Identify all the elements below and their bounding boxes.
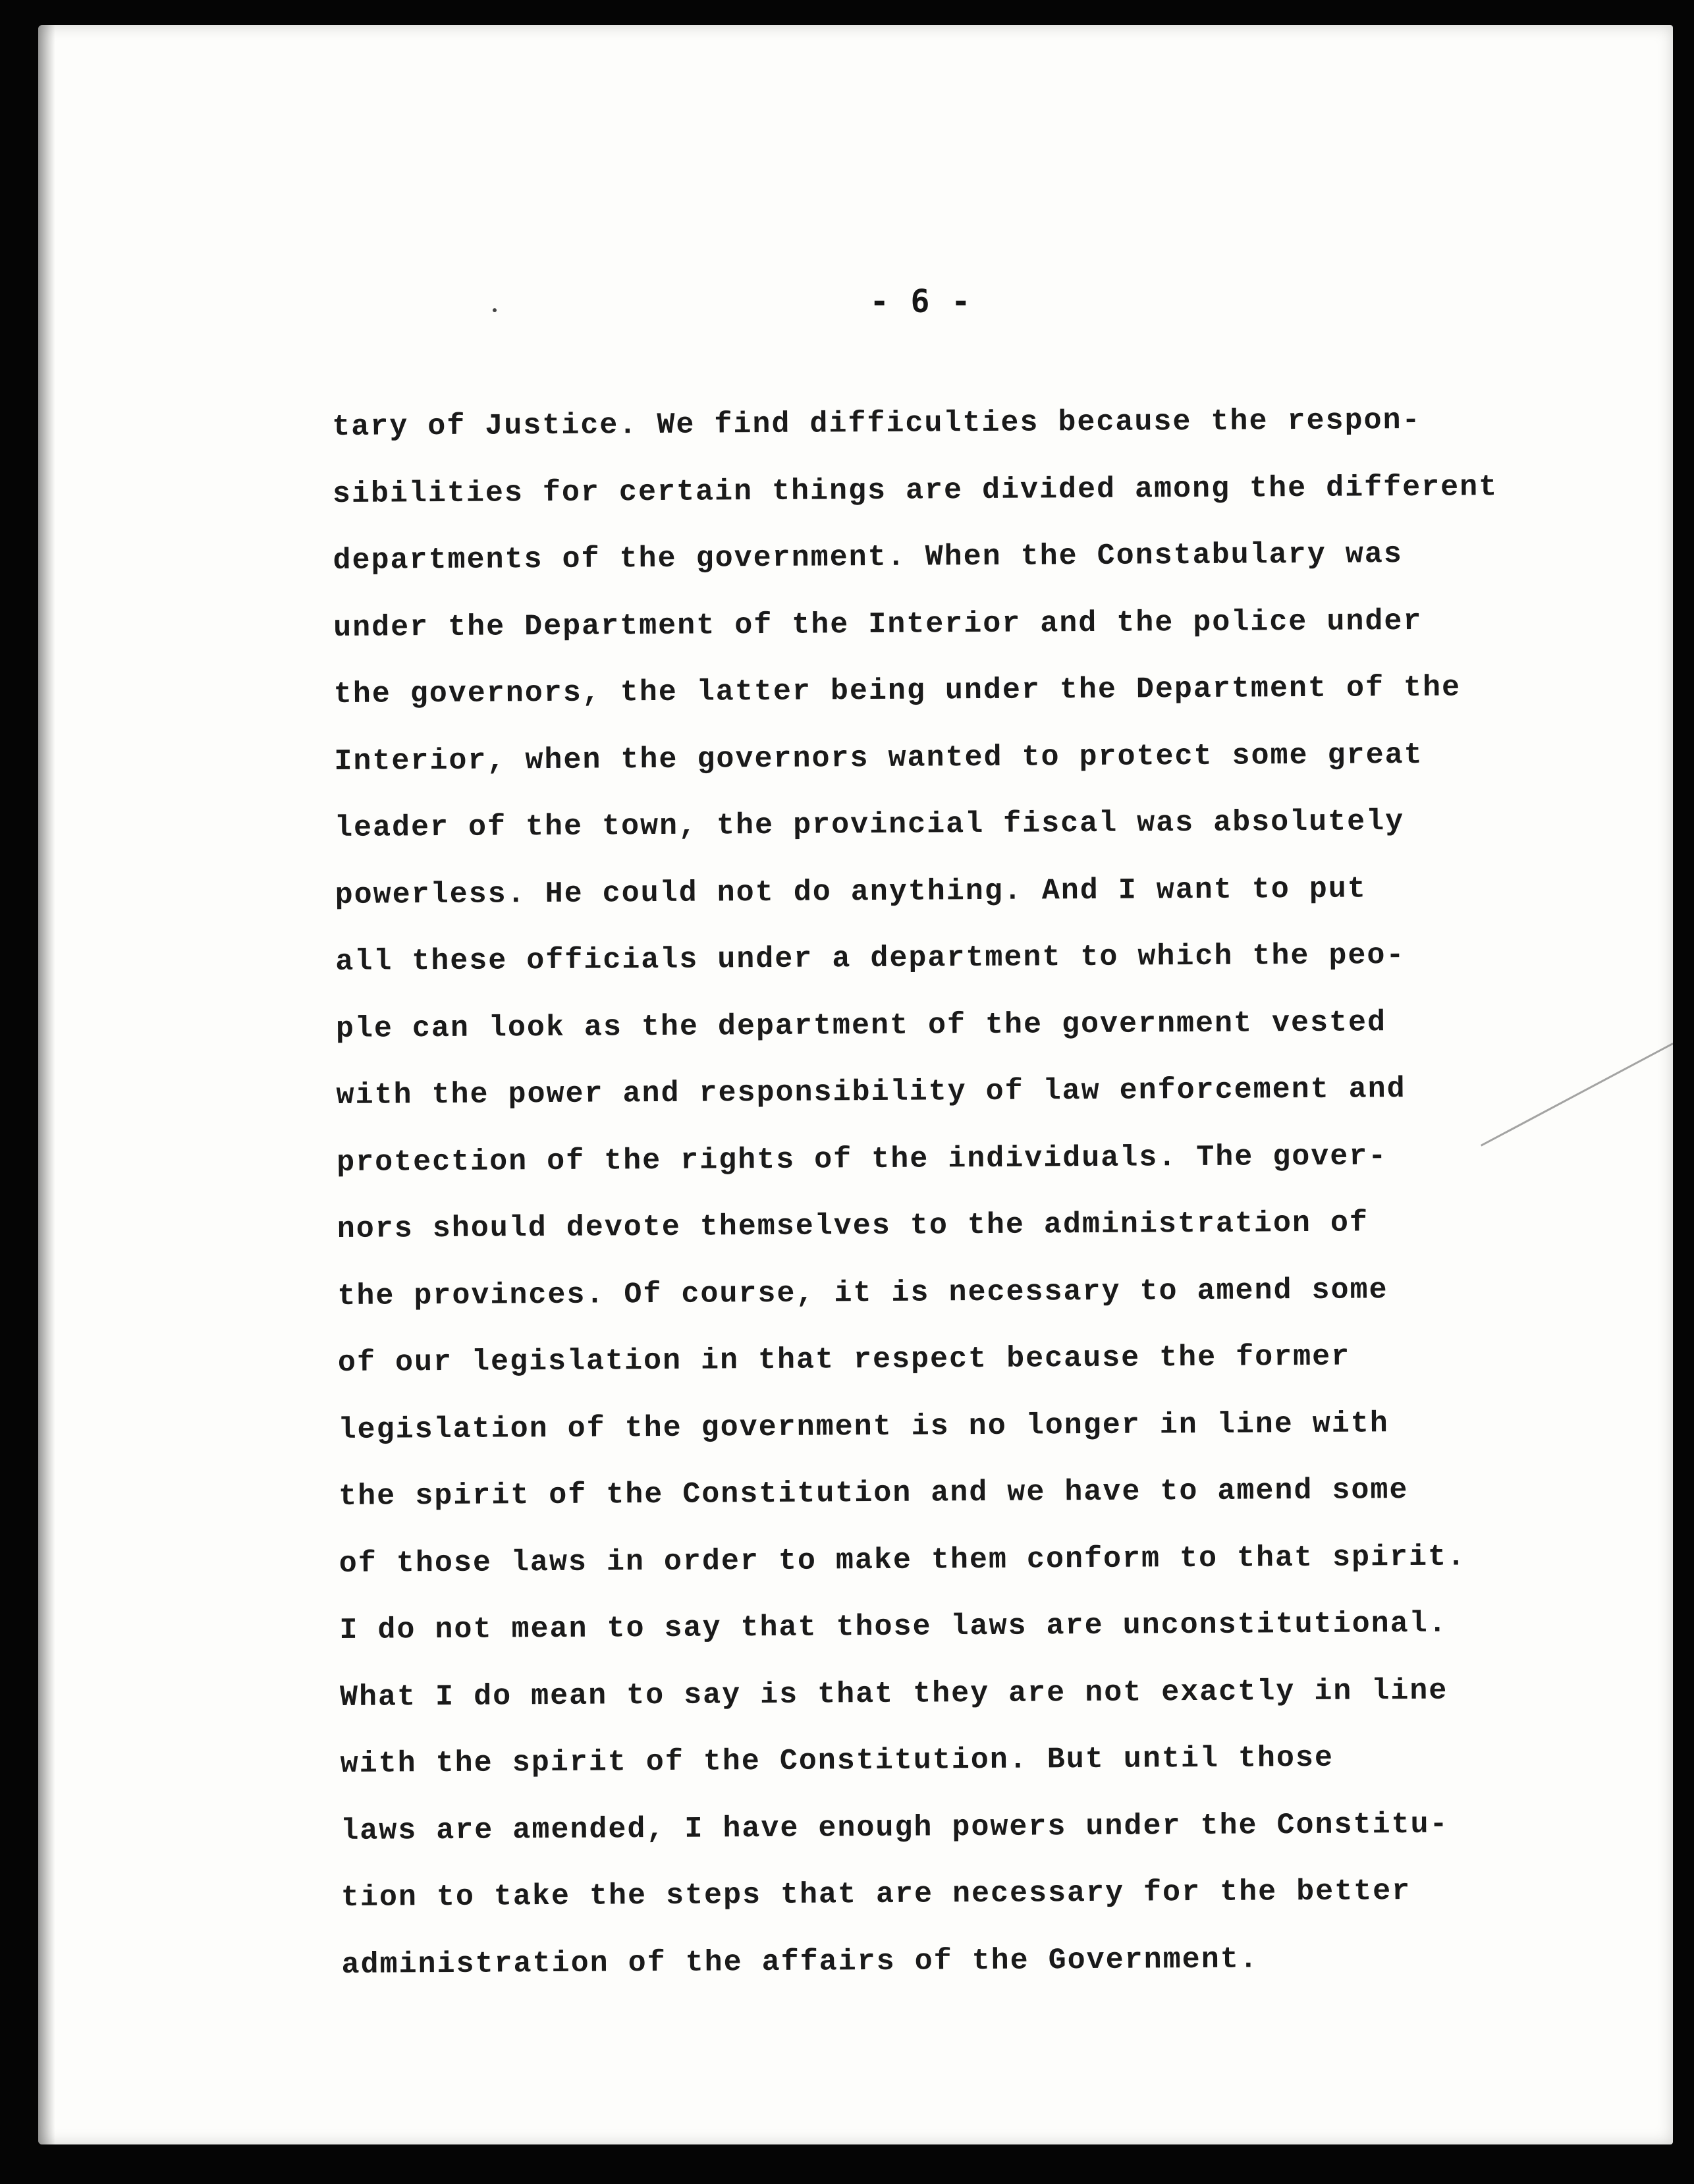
- text-line: ple can look as the department of the government vested: [335, 1005, 1387, 1046]
- document-page: [38, 25, 1673, 2144]
- text-line: the provinces. Of course, it is necessary to amend some: [337, 1272, 1388, 1313]
- text-line: all these officials under a department to which the peo-: [335, 939, 1406, 979]
- text-line: powerless. He could not do anything. And I want to put: [335, 871, 1367, 912]
- text-line: laws are amended, I have enough powers under the Constitu-: [341, 1807, 1449, 1848]
- text-line: the governors, the latter being under the Department of the: [333, 670, 1462, 711]
- text-line: with the spirit of the Constitution. But until those: [340, 1741, 1334, 1781]
- page-number: - 6 -: [869, 283, 972, 320]
- text-line: the spirit of the Constitution and we have to amend some: [339, 1473, 1409, 1514]
- text-line: tary of Justice. We find difficulties because the respon-: [332, 403, 1421, 444]
- text-line: protection of the rights of the individuals. The gover-: [336, 1139, 1388, 1180]
- text-line: departments of the government. When the Constabulary was: [333, 537, 1403, 578]
- text-line: What I do mean to say is that they are not exactly in line: [339, 1674, 1448, 1714]
- scan-speck: [493, 308, 497, 312]
- text-line: leader of the town, the provincial fiscal was absolutely: [334, 805, 1405, 845]
- text-line: Interior, when the governors wanted to protect some great: [334, 738, 1423, 778]
- text-line: tion to take the steps that are necessary for the better: [341, 1874, 1411, 1915]
- text-line: nors should devote themselves to the administration of: [337, 1206, 1369, 1246]
- text-line: sibilities for certain things are divided among the different: [332, 470, 1498, 511]
- body-text: [332, 386, 1620, 1998]
- text-line: I do not mean to say that those laws are unconstitutional.: [339, 1606, 1448, 1647]
- text-line: administration of the affairs of the Government.: [341, 1942, 1259, 1982]
- text-line: legislation of the government is no longer in line with: [338, 1406, 1389, 1447]
- text-line: of those laws in order to make them conform to that spirit.: [339, 1540, 1467, 1581]
- page-edge-shadow: [38, 25, 55, 2144]
- text-line: under the Department of the Interior and the police under: [333, 604, 1423, 645]
- text-line: with the power and responsibility of law enforcement and: [336, 1072, 1406, 1112]
- text-line: of our legislation in that respect because the former: [337, 1340, 1351, 1380]
